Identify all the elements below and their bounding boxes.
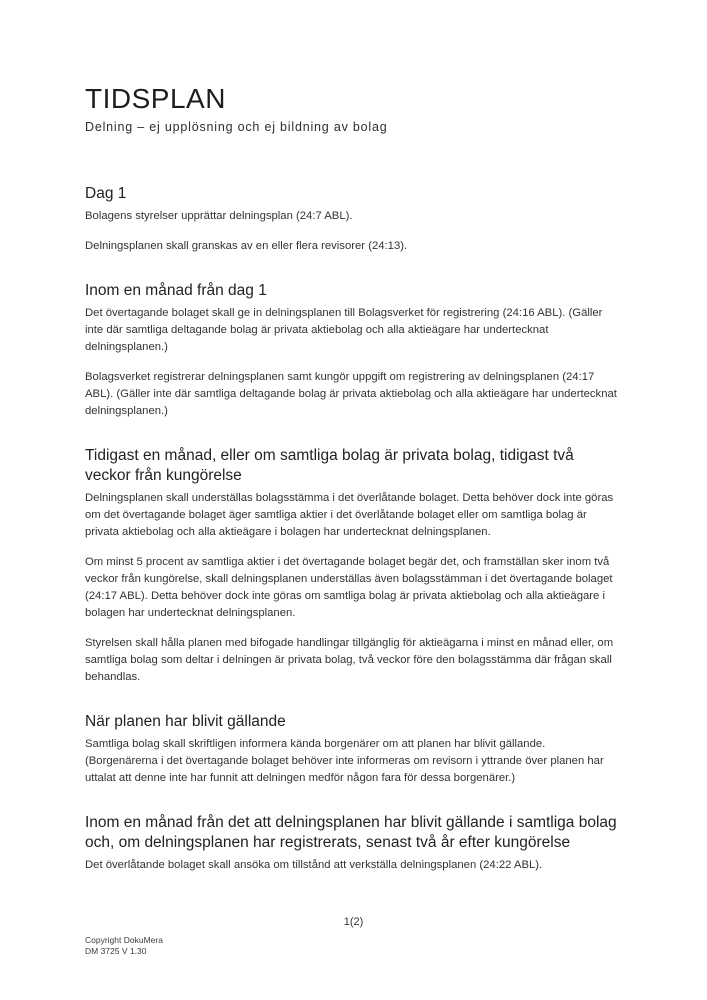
page-subtitle: Delning – ej upplösning och ej bildning av bolag — [85, 120, 388, 135]
section-inom-en-manad-gallande — [85, 813, 620, 874]
section-nar-planen-har-blivit-gallande — [85, 712, 620, 787]
paragraph: Styrelsen skall hålla planen med bifogade handlingar tillgänglig för aktieägarna i minst en månad eller, om samtliga bolag som deltar i delningen är privata bolag, två veckor före den bolagsstämma där frågan skall behandlas. — [85, 637, 614, 684]
document-header — [85, 84, 620, 136]
page-title: TIDSPLAN — [85, 83, 226, 114]
paragraph: Det överlåtande bolaget skall ansöka om tillstånd att verkställa delningsplanen (24:22 ABL). — [85, 859, 543, 872]
paragraph: Bolagsverket registrerar delningsplanen samt kungör uppgift om registrering av delningsplanen (24:17 ABL). (Gäller inte där samtliga deltagande bolag är privata aktiebolag och alla aktieägare har undertecknat delningsplanen.) — [85, 371, 617, 418]
paragraph: Samtliga bolag skall skriftligen informera kända borgenärer om att planen har blivit gällande. (Borgenärerna i det övertagande bolaget behöver inte informeras om revisorn i yttrande över planen har uttalat att denne inte har funnit att delningen medför någon fara för dessa borgenärer.) — [85, 738, 604, 785]
page-footer — [85, 935, 163, 957]
paragraph: Det övertagande bolaget skall ge in delningsplanen till Bolagsverket för registrering (24:16 ABL). (Gäller inte där samtliga deltagande bolag är privata aktiebolag och alla aktieägare har undertecknat delningsplanen.) — [85, 307, 603, 354]
section-heading: När planen har blivit gällande — [85, 713, 286, 731]
paragraph: Om minst 5 procent av samtliga aktier i det övertagande bolaget begär det, och framställan sker inom två veckor från kungörelse, skall delningsplanen underställas även bolagsstämman i det övertagande bolaget (24:17 ABL). Detta behöver dock inte göras om samtliga bolag är privata aktiebolag och alla aktieägare i bolagen har undertecknat delningsplanen. — [85, 556, 613, 620]
section-tidigast-en-manad — [85, 446, 620, 686]
paragraph: Delningsplanen skall granskas av en eller flera revisorer (24:13). — [85, 240, 408, 253]
section-heading: Inom en månad från det att delningsplanen har blivit gällande i samtliga bolag och, om delningsplanen har registrerats, senast två år efter kungörelse — [85, 814, 617, 852]
paragraph: Bolagens styrelser upprättar delningsplan (24:7 ABL). — [85, 210, 353, 223]
document-code: DM 3725 V 1.30 — [85, 946, 147, 956]
section-heading: Inom en månad från dag 1 — [85, 282, 267, 300]
section-heading: Dag 1 — [85, 185, 127, 203]
page-number: 1(2) — [343, 916, 364, 928]
section-inom-en-manad-fran-dag-1 — [85, 281, 620, 420]
copyright-line: Copyright DokuMera — [85, 935, 163, 945]
section-heading: Tidigast en månad, eller om samtliga bolag är privata bolag, tidigast två veckor från kungörelse — [85, 447, 574, 485]
section-dag-1 — [85, 184, 620, 255]
paragraph: Delningsplanen skall underställas bolagsstämma i det överlåtande bolaget. Detta behöver dock inte göras om det övertagande bolaget äger samtliga aktier i det överlåtande bolaget eller om samtliga bolag är privata aktiebolag och alla aktieägare i bolagen har undertecknat delningsplanen. — [85, 492, 614, 539]
